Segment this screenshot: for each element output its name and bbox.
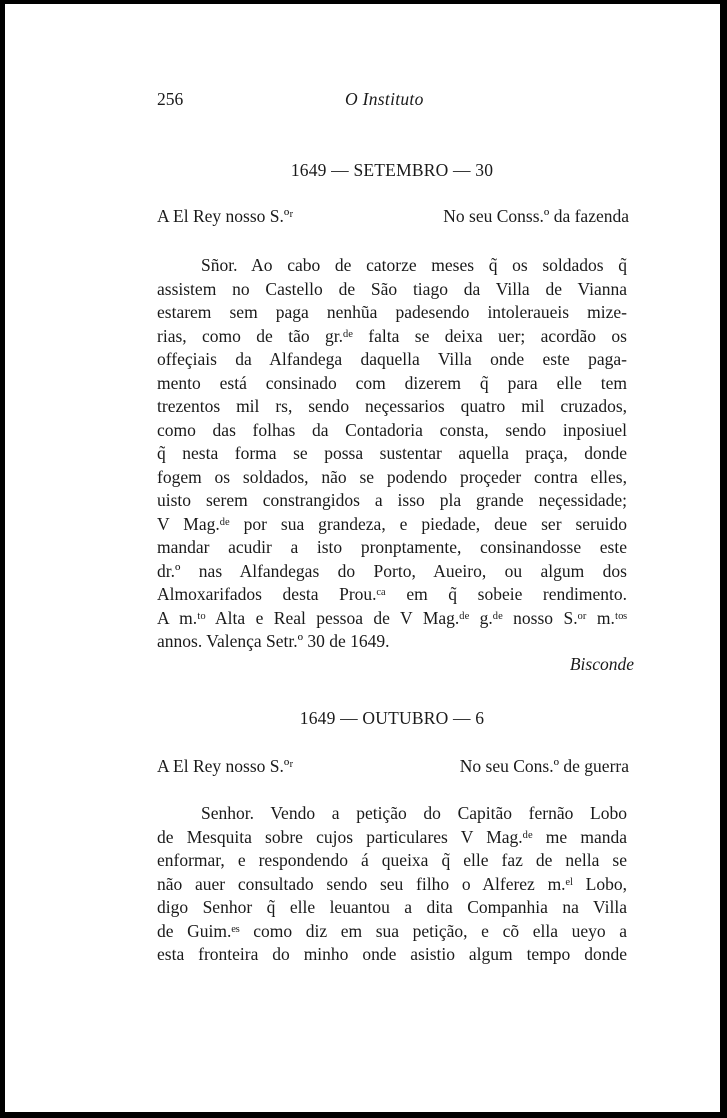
document-1-line: trezentos mil rs, sendo neçessarios quatro mil cruzados, [157,396,627,416]
document-2-line: enformar, e respondendo á queixa q̃ elle faz de nella se [157,850,627,870]
document-2-body [157,802,627,967]
document-1-line: q̃ nesta forma se possa sustentar aquella praça, donde [157,443,627,463]
document-1-line: V Mag.ᵈᵉ por sua grandeza, e piedade, deue ser seruido [157,513,627,534]
document-1-line: fogem os soldados, não se podendo proçeder contra elles, [157,466,627,487]
document-1-line: assistem no Castello de São tiago da Villa de Vianna [157,278,627,299]
document-1-signature: Bisconde [569,654,634,674]
document-2-addressee: A El Rey nosso S.ºʳ [157,756,294,776]
document-1-body [157,254,627,654]
document-2-line: esta fronteira do minho onde asistio algum tempo donde [157,944,627,964]
document-1-line: mandar acudir a isto pronptamente, consinandosse este [157,537,627,557]
document-2-line: Senhor. Vendo a petição do Capitão fernão Lobo [201,803,627,823]
document-1-addressee: A El Rey nosso S.ºʳ [157,206,294,226]
document-2-council: No seu Cons.º de guerra [459,756,629,776]
document-1-line: Sñor. Ao cabo de catorze meses q̃ os soldados q̃ [201,255,627,275]
document-1-line: rias, como de tão gr.ᵈᵉ falta se deixa uer; acordão os [157,325,627,346]
document-1-line: uisto serem constrangidos a isso pla grande neçessidade; [157,490,627,510]
document-1-line: mento está consinado com dizerem q̃ para elle tem [157,372,627,393]
document-1-line: dr.º nas Alfandegas do Porto, Aueiro, ou algum dos [157,560,627,581]
document-1-line: estarem sem paga nenhũa padesendo intoleraueis mize- [157,302,627,322]
document-1-line: annos. Valença Setr.º 30 de 1649. [157,631,390,651]
page-number: 256 [157,89,184,109]
document-1-council: No seu Conss.º da fazenda [443,206,629,226]
document-1-line: offeçiais da Alfandega daquella Villa onde este paga- [157,349,627,369]
document-1-line: como das folhas da Contadoria consta, sendo inposiuel [157,419,627,440]
document-1-line: A m.ᵗᵒ Alta e Real pessoa de V Mag.ᵈᵉ g.ᵈᵉ nosso S.ᵒʳ m.ᵗᵒˢ [157,607,627,628]
running-title: O Instituto [345,89,424,109]
document-2-date-heading: 1649 — OUTUBRO — 6 [299,708,485,728]
document-2-line: digo Senhor q̃ elle leuantou a dita Companhia na Villa [157,897,627,917]
document-1-line: Almoxarifados desta Prou.ᶜᵃ em q̃ sobeie rendimento. [157,584,627,604]
page-header [157,89,627,113]
document-2-line: de Guim.ᵉˢ como diz em sua petição, e cõ ella ueyo a [157,920,627,941]
document-2-line: não auer consultado sendo seu filho o Alferez m.ᵉˡ Lobo, [157,873,627,894]
document-1-date-heading: 1649 — SETEMBRO — 30 [290,160,494,180]
document-2-line: de Mesquita sobre cujos particulares V Mag.ᵈᵉ me manda [157,826,627,847]
